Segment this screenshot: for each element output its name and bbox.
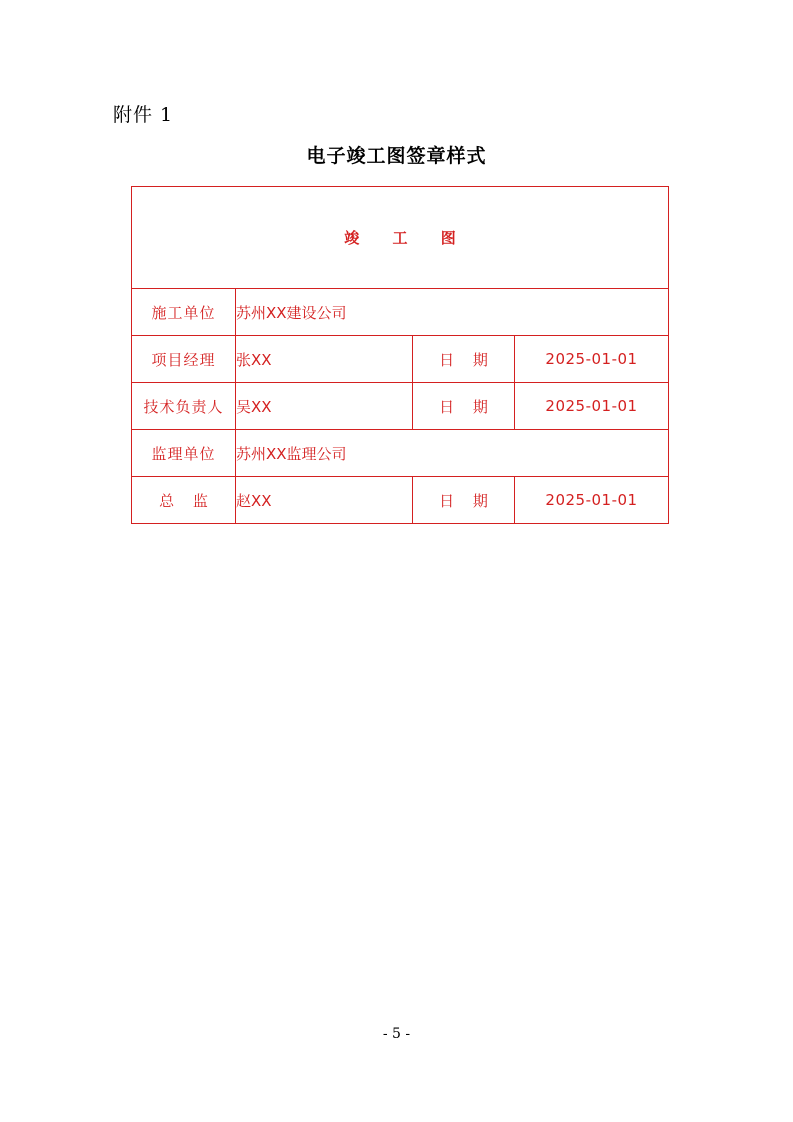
table-row	[132, 383, 669, 430]
row-date-value-technical-director: 2025-01-01	[515, 383, 669, 430]
row-label-technical-director: 技术负责人	[132, 383, 236, 430]
row-date-value-project-manager: 2025-01-01	[515, 336, 669, 383]
page-title: 电子竣工图签章样式	[306, 145, 487, 167]
row-label-chief-supervisor: 总 监	[132, 477, 236, 524]
row-value-construction-unit: 苏州XX建设公司	[236, 289, 669, 336]
row-value-project-manager: 张XX	[236, 336, 413, 383]
page-number: - 5 -	[382, 1026, 411, 1042]
row-label-supervision-unit: 监理单位	[132, 430, 236, 477]
table-row	[132, 336, 669, 383]
row-date-value-chief-supervisor: 2025-01-01	[515, 477, 669, 524]
row-date-label-chief-supervisor: 日 期	[413, 477, 515, 524]
table-row	[132, 477, 669, 524]
row-value-technical-director: 吴XX	[236, 383, 413, 430]
row-date-label-technical-director: 日 期	[413, 383, 515, 430]
attachment-label: 附件 1	[113, 104, 174, 126]
table-row-title	[132, 187, 669, 289]
row-date-label-project-manager: 日 期	[413, 336, 515, 383]
table-row	[132, 289, 669, 336]
row-label-construction-unit: 施工单位	[132, 289, 236, 336]
row-value-supervision-unit: 苏州XX监理公司	[236, 430, 669, 477]
row-value-chief-supervisor: 赵XX	[236, 477, 413, 524]
completion-drawing-stamp-table	[131, 186, 669, 524]
table-row	[132, 430, 669, 477]
stamp-header-title: 竣 工 图	[132, 187, 669, 289]
row-label-project-manager: 项目经理	[132, 336, 236, 383]
